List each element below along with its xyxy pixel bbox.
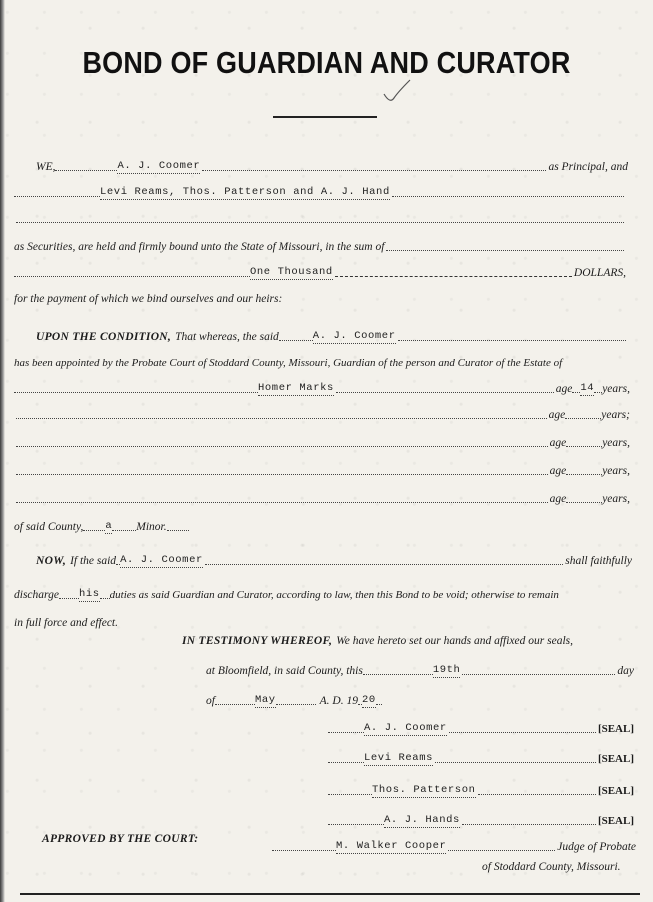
now-name: A. J. Coomer bbox=[120, 554, 203, 566]
appointed-line bbox=[14, 352, 632, 370]
condition-text: That whereas, the said bbox=[175, 331, 279, 343]
date-line bbox=[206, 690, 466, 708]
signature-row bbox=[328, 748, 634, 766]
blank-line bbox=[14, 208, 626, 226]
seal-label: [SEAL] bbox=[597, 815, 634, 827]
discharge-text: duties as said Guardian and Curator, according to law, then this Bond to be void; otherwise to remain bbox=[109, 589, 559, 601]
principal-line bbox=[36, 156, 628, 174]
as-principal-label: as Principal, and bbox=[548, 161, 628, 173]
heirs-line bbox=[14, 288, 626, 306]
condition-label: UPON THE CONDITION, bbox=[36, 331, 172, 343]
day-label: day bbox=[617, 665, 634, 677]
judge-county: of Stoddard County, Missouri. bbox=[482, 861, 621, 873]
minor-age: 14 bbox=[580, 382, 595, 394]
discharge-pronoun: his bbox=[78, 588, 100, 600]
approval-label-line bbox=[42, 828, 242, 846]
judge-title: Judge of Probate bbox=[557, 841, 636, 853]
judge-county-line bbox=[482, 856, 642, 874]
county-prefix: of said County, bbox=[14, 521, 84, 533]
testimony-line bbox=[182, 630, 634, 648]
now-line bbox=[36, 550, 632, 568]
signature-name: A. J. Coomer bbox=[364, 722, 447, 734]
force-text: in full force and effect. bbox=[14, 617, 119, 629]
judge-name: M. Walker Cooper bbox=[336, 840, 447, 852]
seal-label: [SEAL] bbox=[597, 723, 634, 735]
now-suffix: shall faithfully bbox=[565, 555, 632, 567]
ad-label: A. D. 19 bbox=[319, 695, 358, 707]
seal-label: [SEAL] bbox=[597, 785, 634, 797]
minor-row bbox=[14, 488, 630, 506]
day-value: 19th bbox=[432, 664, 461, 676]
of-label: of bbox=[206, 695, 215, 707]
minor-row bbox=[14, 404, 630, 422]
minor-name: Homer Marks bbox=[258, 382, 334, 394]
minor-row bbox=[14, 432, 630, 450]
place-text: at Bloomfield, in said County, this bbox=[206, 665, 363, 677]
heirs-text: for the payment of which we bind ourselves and our heirs: bbox=[14, 293, 283, 305]
signature-row bbox=[328, 780, 634, 798]
testimony-label: IN TESTIMONY WHEREOF, bbox=[182, 635, 333, 647]
age-label: age bbox=[549, 437, 567, 449]
amount-value: One Thousand bbox=[250, 266, 333, 278]
document-title: BOND OF GUARDIAN AND CURATOR bbox=[82, 46, 571, 80]
age-label: age bbox=[548, 409, 566, 421]
year-value: 20 bbox=[362, 694, 376, 706]
signature-name: Levi Reams bbox=[364, 752, 434, 764]
title-rule bbox=[273, 116, 377, 118]
signature-row bbox=[328, 810, 634, 828]
years-label: years, bbox=[602, 437, 630, 449]
age-label: age bbox=[555, 383, 573, 395]
discharge-prefix: discharge bbox=[14, 589, 59, 601]
sum-text: as Securities, are held and firmly bound unto the State of Missouri, in the sum of bbox=[14, 241, 385, 253]
age-label: age bbox=[549, 465, 567, 477]
minor-row bbox=[14, 378, 630, 396]
month-value: May bbox=[254, 694, 276, 706]
now-text: If the said bbox=[70, 555, 117, 567]
condition-line bbox=[36, 326, 628, 344]
scan-edge bbox=[0, 0, 5, 902]
approval-label: APPROVED BY THE COURT: bbox=[42, 833, 199, 845]
securities-line bbox=[14, 182, 626, 200]
county-article: a bbox=[105, 520, 113, 532]
signature-name: A. J. Hands bbox=[384, 814, 460, 826]
appointed-text: has been appointed by the Probate Court of Stoddard County, Missouri, Guardian of the person and Curator of the Estate of bbox=[14, 357, 563, 369]
years-label: years; bbox=[601, 409, 630, 421]
dollars-label: DOLLARS, bbox=[573, 267, 626, 279]
check-mark-icon bbox=[382, 78, 412, 108]
condition-name: A. J. Coomer bbox=[312, 330, 396, 342]
minor-row bbox=[14, 460, 630, 478]
years-label: years, bbox=[602, 465, 630, 477]
bottom-rule bbox=[20, 893, 640, 895]
principal-name: A. J. Coomer bbox=[117, 160, 201, 172]
seal-label: [SEAL] bbox=[597, 753, 634, 765]
age-label: age bbox=[549, 493, 567, 505]
years-label: years, bbox=[602, 493, 630, 505]
judge-line bbox=[272, 836, 636, 854]
signature-name: Thos. Patterson bbox=[372, 784, 476, 796]
securities-names: Levi Reams, Thos. Patterson and A. J. Hand bbox=[100, 186, 390, 198]
amount-line bbox=[14, 262, 626, 280]
county-line bbox=[14, 516, 254, 534]
place-line bbox=[206, 660, 634, 678]
minor-label: Minor. bbox=[136, 521, 167, 533]
testimony-text: We have hereto set our hands and affixed our seals, bbox=[336, 635, 573, 647]
sum-line bbox=[14, 236, 626, 254]
now-label: NOW, bbox=[36, 555, 67, 567]
force-line bbox=[14, 612, 314, 630]
years-label: years, bbox=[602, 383, 630, 395]
signature-row bbox=[328, 718, 634, 736]
we-label: WE, bbox=[36, 161, 56, 173]
discharge-line bbox=[14, 584, 636, 602]
